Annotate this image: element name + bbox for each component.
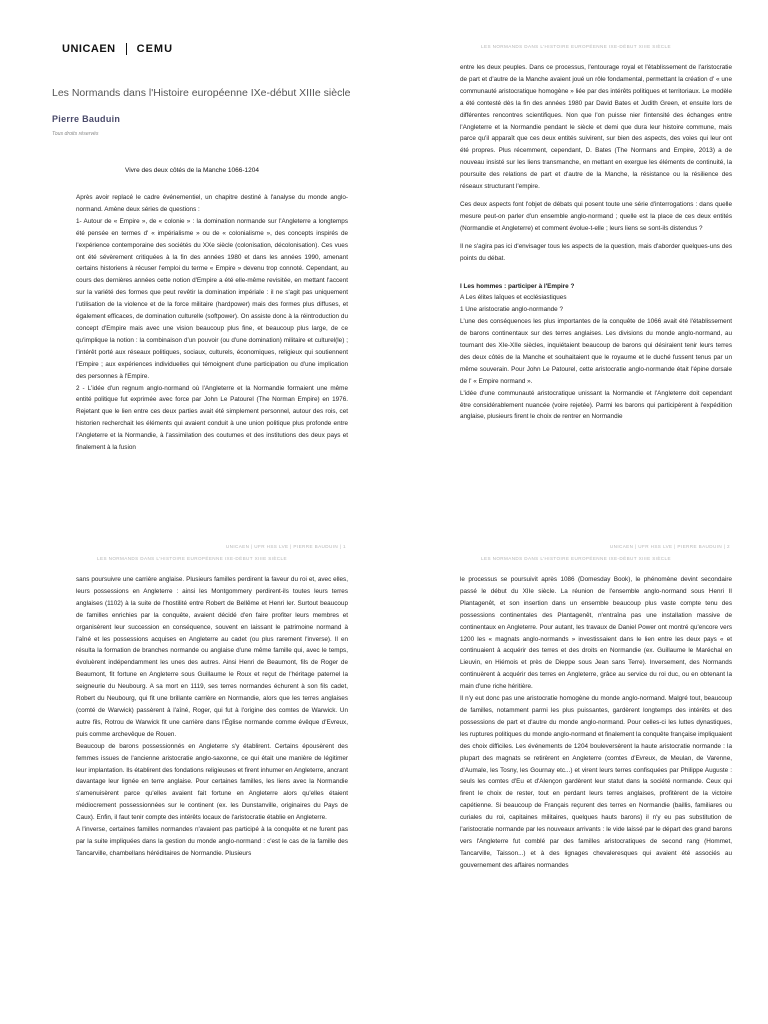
page-2-body xyxy=(460,62,732,423)
paragraph: le processus se poursuivit après 1086 (Domesday Book), le phénomène devint secondaire passé le début du XIIe siècle. La réunion de l'ensemble anglo-normand sous Henri II Plantagenêt, et son insertion dans un ensemble beaucoup plus vaste compte tenu des possessions continentales des Plantagenêt, n'entraîna pas une installation massive de continentaux en Angleterre. Pour autant, les travaux de Daniel Power ont montré qu'encore vers 1200 les « magnats anglo-normands » investissaient dans le lien entre les deux pays « et continuaient à acquérir des terres et des droits en Normandie (ex. Guillaume le Maréchal en Lieuvin, en Hiémois et près de Dieppe sous Jean sans Terre). Inversement, des Normands continuèrent à acquérir des terres en Angleterre, grâce au service du roi duc, ou en obtenant la main d'une riche héritière. xyxy=(460,576,732,691)
page-4-body xyxy=(460,574,732,872)
paragraph: sans poursuivre une carrière anglaise. Plusieurs familles perdirent la faveur du roi et, avec elles, leurs possessions en Angleterre : ainsi les Montgommery perdirent-ils toutes leurs terres anglaises (1102) à la suite de l'hostilité entre Robert de Bellême et Henri Ier. Surtout beaucoup de familles enrichies par la conquête, avaient décidé d'en faire profiter leurs membres et organisèrent leur succession en conséquence, souvent en laissant le patrimoine normand à l'aîné et les possessions acquises en Angleterre au cadet (ou plus rarement l'inverse). Il en résulta la formation de branches normande ou anglaise d'une même famille qui, avec le temps, évoluèrent indépendamment les unes des autres. Ainsi Henri de Beaumont, fils de Roger de Beaumont, fit fortune en Angleterre sous Guillaume le Roux et reçut de l'héritage paternel la seigneurie du Neubourg. A sa mort en 1119, ses terres normandes échurent à son fils cadet, Robert du Neubourg, qui fit une brillante carrière en Normandie, alors que les terres anglaises (comté de Warwick) passèrent à l'aîné, Roger, qui fut à l'origine des comtes de Warwick. Un autre fils, Rotrou de Warwick fit une carrière dans l'Église normande comme évêque d'Evreux, puis comme archevêque de Rouen. xyxy=(76,576,348,738)
page-1-body xyxy=(76,192,348,454)
rights-notice: Tous droits réservés xyxy=(52,131,99,137)
unicaen-logo: UNICAEN xyxy=(62,43,116,55)
paragraph: Il ne s'agira pas ici d'envisager tous les aspects de la question, mais d'aborder quelques-uns des points du débat. xyxy=(460,242,732,262)
document-page-1 xyxy=(0,0,384,512)
section-title: Vivre des deux côtés de la Manche 1066-1204 xyxy=(125,167,259,174)
paragraph: L'idée d'une communauté aristocratique unissant la Normandie et l'Angleterre doit cependant être considérablement nuancée (voire rejetée). Parmi les barons qui participèrent à l'expédition anglaise, plusieurs firent le choix de rentrer en Normandie xyxy=(460,389,732,421)
logo-divider xyxy=(126,43,127,55)
running-header: LES NORMANDS DANS L'HISTOIRE EUROPÉENNE IXE-DÉBUT XIIIE SIÈCLE xyxy=(481,44,671,49)
document-page-2 xyxy=(384,0,768,512)
running-header: LES NORMANDS DANS L'HISTOIRE EUROPÉENNE IXE-DÉBUT XIIIE SIÈCLE xyxy=(97,556,287,561)
paragraph: Ces deux aspects font l'objet de débats qui posent toute une série d'interrogations : dans quelle mesure peut-on parler d'un ensemble anglo-normand ; quelle est la place de ces deux entités (Normandie et Angleterre) et comment évolue-t-elle ; leurs liens se sont-ils distendus ? xyxy=(460,200,732,232)
paragraph: Beaucoup de barons possessionnés en Angleterre s'y établirent. Certains épousèrent des femmes issues de l'ancienne aristocratie anglo-saxonne, ce qui était une manière de légitimer leur implantation. Ils établirent des fondations religieuses et firent inhumer en Angleterre, ancrant davantage leur lignée en terre anglaise. Pour certaines familles, les liens avec la Normandie s'amenuisèrent parce qu'elles avaient fait fortune en Angleterre alors qu'elles étaient médiocrement possessionnées sur le continent (ex. les Dunstanville, originaires du Pays de Caux). Enfin, il faut tenir compte des intérêts locaux de l'aristocratie établie en Angleterre. xyxy=(76,742,348,822)
page-3-body xyxy=(76,574,348,860)
document-title: Les Normands dans l'Histoire européenne IXe-début XIIIe siècle xyxy=(52,87,351,99)
heading-level-1: I Les hommes : participer à l'Empire ? xyxy=(460,282,575,290)
document-page-3 xyxy=(0,512,384,1024)
document-page-4 xyxy=(384,512,768,1024)
page-footer: UNICAEN | UFR HSS LVE | PIERRE BAUDUIN | 2 xyxy=(609,544,730,549)
paragraph: A l'inverse, certaines familles normandes n'avaient pas participé à la conquête et ne furent pas par la suite impliquées dans la gestion du monde anglo-normand : c'est le cas de la famille des Tancarville, chambellans héréditaires de Normandie. Plusieurs xyxy=(76,826,348,857)
paragraph: L'une des conséquences les plus importantes de la conquête de 1066 avait été l'établissement de barons continentaux sur des terres anglaises. Les divisions du monde anglo-normand, au tournant des XIe-XIIe siècles, inquiétaient beaucoup de barons qui désiraient tenir leurs terres des deux côtés de la Manche et souhaitaient que le royaume et le duché fussent tenus par un même souverain. Pour John Le Patourel, cette aristocratie anglo-normande était l'épine dorsale de l' « Empire normand ». xyxy=(460,318,732,385)
paragraph: Il n'y eut donc pas une aristocratie homogène du monde anglo-normand. Malgré tout, beaucoup de familles, notamment parmi les plus puissantes, gardèrent longtemps des intérêts et des possessions de part et d'autre du monde anglo-normand. Pour celles-ci les luttes dynastiques, les ruptures politiques du monde anglo-normand et finalement la conquête française impliquaient des choix difficiles. Les événements de 1204 bouleversèrent la haute aristocratie normande : la plupart des magnats se retirèrent en Angleterre (comtes d'Evreux, de Meulan, de Varenne, d'Aumale, les Tosny, les Gournay etc...) et virent leurs terres confisquées par Philippe Auguste : seuls les comtes d'Eu et d'Alençon gardèrent leur statut dans la société normande. Ceux qui firent le choix de rester, tout en perdant leurs terres anglaises, profitèrent de la victoire capétienne. Si beaucoup de Français reçurent des terres en Normandie (baillis, familiares ou curiales du roi, capitaines militaires, quelques hauts barons) il n'y eu pas substitution de l'aristocratie normande par les nouveaux arrivants : le vide laissé par le départ des grand barons vers l'Angleterre fut comblé par des familles aristocratiques de second rang (Hommet, Tancarville, Taisson...) et à des lignages chevaleresques qui avaient été associés au gouvernement des affaires normandes xyxy=(460,695,732,869)
heading-level-2: A Les élites laïques et ecclésiastiques xyxy=(460,294,567,302)
document-author: Pierre Bauduin xyxy=(52,114,121,124)
paragraph: 2 - L'idée d'un regnum anglo-normand où l'Angleterre et la Normandie formaient une même entité politique fut exprimée avec force par John Le Patourel (The Norman Empire) en 1976. Rejetant que le lien entre ces deux parties avait été simplement personnel, autour des rois, cet historien recherchait les éléments qui avaient conduit à une union politique plus profonde entre l'Angleterre et la Normandie, à l'assimilation des coutumes et des institutions des deux pays et finalement à la fusion xyxy=(76,384,348,452)
cemu-logo: CEMU xyxy=(136,43,174,55)
running-header: LES NORMANDS DANS L'HISTOIRE EUROPÉENNE IXE-DÉBUT XIIIE SIÈCLE xyxy=(481,556,671,561)
heading-level-3: 1 Une aristocratie anglo-normande ? xyxy=(460,306,563,314)
paragraph: Après avoir replacé le cadre événementiel, un chapitre destiné à l'analyse du monde anglo-normand. Amène deux séries de questions : xyxy=(76,194,348,213)
paragraph: entre les deux peuples. Dans ce processus, l'entourage royal et l'établissement de l'aristocratie de part et d'autre de la Manche avaient joué un rôle fondamental, permettant la création d' « une communauté aristocratique homogène » liée par des intérêts politiques et territoriaux. Le modèle a été contesté dès la fin des années 1980 par David Bates et Judith Green, et ensuite lors de différentes rencontres scientifiques. Non que l'on puisse nier l'intensité des échanges entre l'Angleterre et la Normandie pendant le siècle et demi que dura leur histoire commune, mais parce qu'il apparaît que ces deux entités suivirent, sur bien des aspects, des voies qui leur ont été propres. Plus récemment, cependant, D. Bates (The Normans and Empire, 2013) a de nouveau insisté sur les liens transmanche, en mettant en exergue les éléments de continuité, la poursuite des relations de part et d'autre de la Manche, la résistance ou la résilience des réseaux structurant l'empire. xyxy=(460,64,732,191)
paragraph: 1- Autour de « Empire », de « colonie » : la domination normande sur l'Angleterre a longtemps été pensée en termes d' « impérialisme » ou de « colonialisme », des concepts inspirés de l'expérience contemporaine des sociétés du XXe siècle (colonisation, décolonisation). Ces vues ont été sévèrement critiquées à la fin des années 1980 et dans les années 1990, amenant certains historiens à récuser l'emploi du terme « Empire » devenu trop connoté. Cependant, au cours des dernières années cette notion d'Empire a été elle-même revisitée, en mettant l'accent sur la variété des formes que peut revêtir la domination impériale : il ne s'agit pas uniquement l'utilisation de la violence et de la force militaire (hardpower) mais des formes plus diffuses, et également efficaces, de domination culturelle (softpower). On assiste donc à la réintroduction du concept d'Empire mais avec une vision beaucoup plus fine, et beaucoup plus large, de ce qu'implique la notion : la combinaison d'un pouvoir (ou d'une domination) militaire et culturel(le) ; l'intérêt porté aux réseaux politiques, sociaux, culturels, économiques, religieux qui soutiennent l'Empire ; aux expériences individuelles qui témoignent d'une participation ou d'une implication des personnes à l'Empire. xyxy=(76,217,348,380)
institution-logo xyxy=(62,43,173,55)
page-footer: UNICAEN | UFR HSS LVE | PIERRE BAUDUIN | 1 xyxy=(225,544,346,549)
